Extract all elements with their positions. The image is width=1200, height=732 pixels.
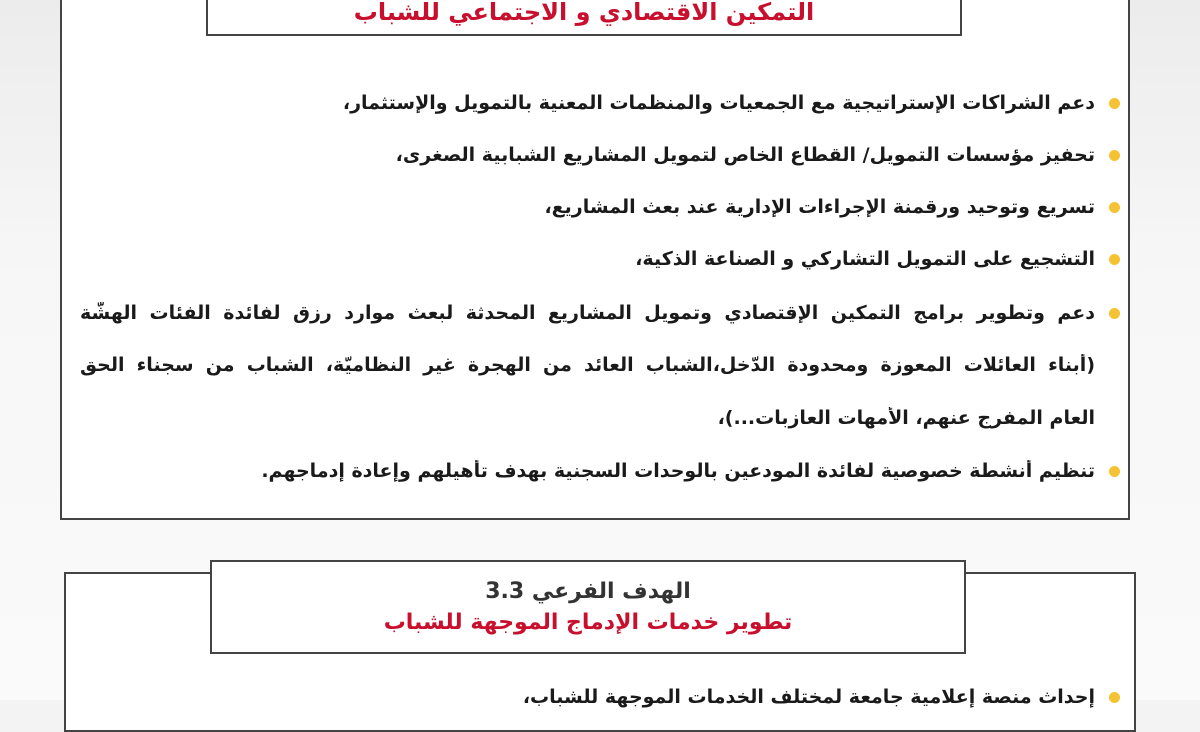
list-item [80,140,1120,170]
list-item-text: العام المفرج عنهم، الأمهات العازبات...)، [717,407,1095,429]
list-item [80,456,1120,486]
list-item-text: إحداث منصة إعلامية جامعة لمختلف الخدمات الموجهة للشباب، [522,686,1095,708]
list-item-continuation [80,350,1120,380]
list-item-continuation [80,403,1120,433]
bullet-dot-icon [1109,202,1120,213]
list-item [80,192,1120,222]
bullet-dot-icon [1109,150,1120,161]
list-item-text: تحفيز مؤسسات التمويل/ القطاع الخاص لتمويل المشاريع الشبابية الصغرى، [395,144,1095,166]
list-item-text: دعم وتطوير برامج التمكين الإقتصادي وتمويل المشاريع المحدثة لبعث موارد رزق لفائدة الفئات الهشّة [80,302,1095,324]
subgoal-title: تطوير خدمات الإدماج الموجهة للشباب [383,610,793,635]
list-item [80,88,1120,118]
subgoal-number: الهدف الفرعي 3.3 [485,579,691,604]
subgoal-title-box [210,560,966,654]
list-item [80,244,1120,274]
bullet-dot-icon [1109,98,1120,109]
section-title: التمكين الاقتصادي و الاجتماعي للشباب [353,0,815,26]
list-item-text: تسريع وتوحيد ورقمنة الإجراءات الإدارية عند بعث المشاريع، [544,196,1095,218]
bullet-dot-icon [1109,692,1120,703]
list-item [80,298,1120,328]
bullet-dot-icon [1109,308,1120,319]
section-title-box [206,0,962,36]
list-item-text: (أبناء العائلات المعوزة ومحدودة الدّخل،الشباب العائد من الهجرة غير النظاميّة، الشباب من سجناء الحق [80,354,1095,376]
list-item-text: تنظيم أنشطة خصوصية لفائدة المودعين بالوحدات السجنية بهدف تأهيلهم وإعادة إدماجهم. [261,460,1095,482]
list-item [523,686,1120,708]
bullet-dot-icon [1109,466,1120,477]
list-item-text: دعم الشراكات الإستراتيجية مع الجمعيات والمنظمات المعنية بالتمويل والإستثمار، [342,92,1095,114]
list-item-text: التشجيع على التمويل التشاركي و الصناعة الذكية، [635,248,1095,270]
bullet-dot-icon [1109,254,1120,265]
